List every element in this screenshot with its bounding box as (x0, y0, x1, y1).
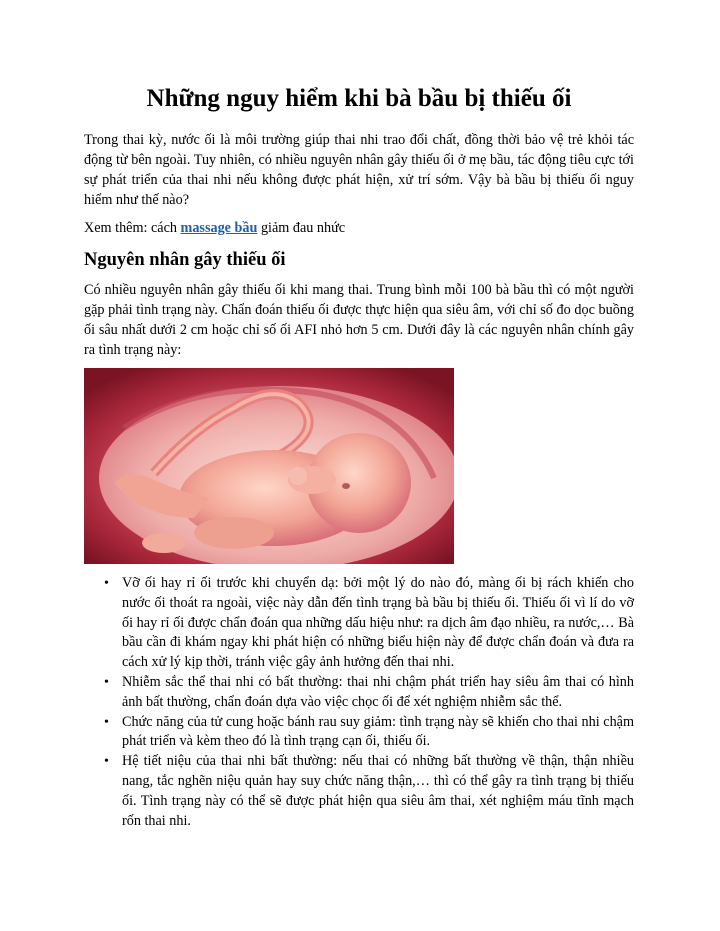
page-title: Những nguy hiểm khi bà bầu bị thiếu ối (146, 85, 572, 112)
fetus-image (84, 368, 454, 564)
massage-link[interactable]: massage bầu (180, 220, 258, 236)
document-page (84, 82, 634, 831)
list-item: • Chức năng của tử cung hoặc bánh rau suy giảm: tình trạng này sẽ khiến cho thai nhi chậm phát triển và kèm theo đó là tình trạng cạn ối, thiếu ối. (122, 713, 634, 753)
list-item: • Nhiễm sắc thể thai nhi có bất thường: thai nhi chậm phát triển hay siêu âm thai có hình ảnh bất thường, chẩn đoán dựa vào việc chọc ối để xét nghiệm nhiễm sắc thể. (122, 673, 634, 713)
see-also-line (84, 218, 634, 238)
section-intro-paragraph: Có nhiều nguyên nhân gây thiếu ối khi mang thai. Trung bình mỗi 100 bà bầu thì có một người gặp phải tình trạng này. Chẩn đoán thiếu ối được thực hiện qua siêu âm, với chỉ số đo dọc buồng ối sâu nhất dưới 2 cm hoặc chỉ số ối AFI nhỏ hơn 5 cm. Dưới đây là các nguyên nhân chính gây ra tình trạng này: (84, 282, 634, 358)
intro-paragraph: Trong thai kỳ, nước ối là môi trường giúp thai nhi trao đổi chất, đồng thời bảo vệ trẻ khỏi tác động từ bên ngoài. Tuy nhiên, có nhiều nguyên nhân gây thiếu ối ở mẹ bầu, tác động tiêu cực tới sự phát triển của thai nhi nếu không được phát hiện, xử trí sớm. Vậy bà bầu bị thiếu ối nguy hiểm như thế nào? (84, 132, 634, 208)
cause-list (84, 574, 634, 831)
list-item: • Hệ tiết niệu của thai nhi bất thường: nếu thai có những bất thường về thận, thận nhiều nang, tắc nghẽn niệu quản hay suy chức năng thận,… thì có thể gây ra tình trạng bị thiếu ối. Tình trạng này có thể sẽ được phát hiện qua siêu âm thai, xét nghiệm máu tĩnh mạch rốn thai nhi. (122, 752, 634, 831)
see-also-prefix: Xem thêm: cách (84, 220, 181, 236)
see-also-suffix: giảm đau nhức (257, 220, 346, 236)
list-item: • Vỡ ối hay rỉ ối trước khi chuyển dạ: bởi một lý do nào đó, màng ối bị rách khiến cho nước ối thoát ra ngoài, việc này dẫn đến tình trạng bà bầu bị thiếu ối. Thiếu ối vì lí do vỡ ối hay rỉ ối được chẩn đoán qua những dấu hiệu như: ra dịch âm đạo nhiều, ra nước,… Bà bầu cần đi khám ngay khi phát hiện có những biểu hiện này để được chẩn đoán và đưa ra cách xử lý kịp thời, tránh việc gây ảnh hưởng đến thai nhi. (122, 574, 634, 673)
section-heading: Nguyên nhân gây thiếu ối (84, 250, 286, 270)
fetus-illustration (84, 368, 454, 564)
